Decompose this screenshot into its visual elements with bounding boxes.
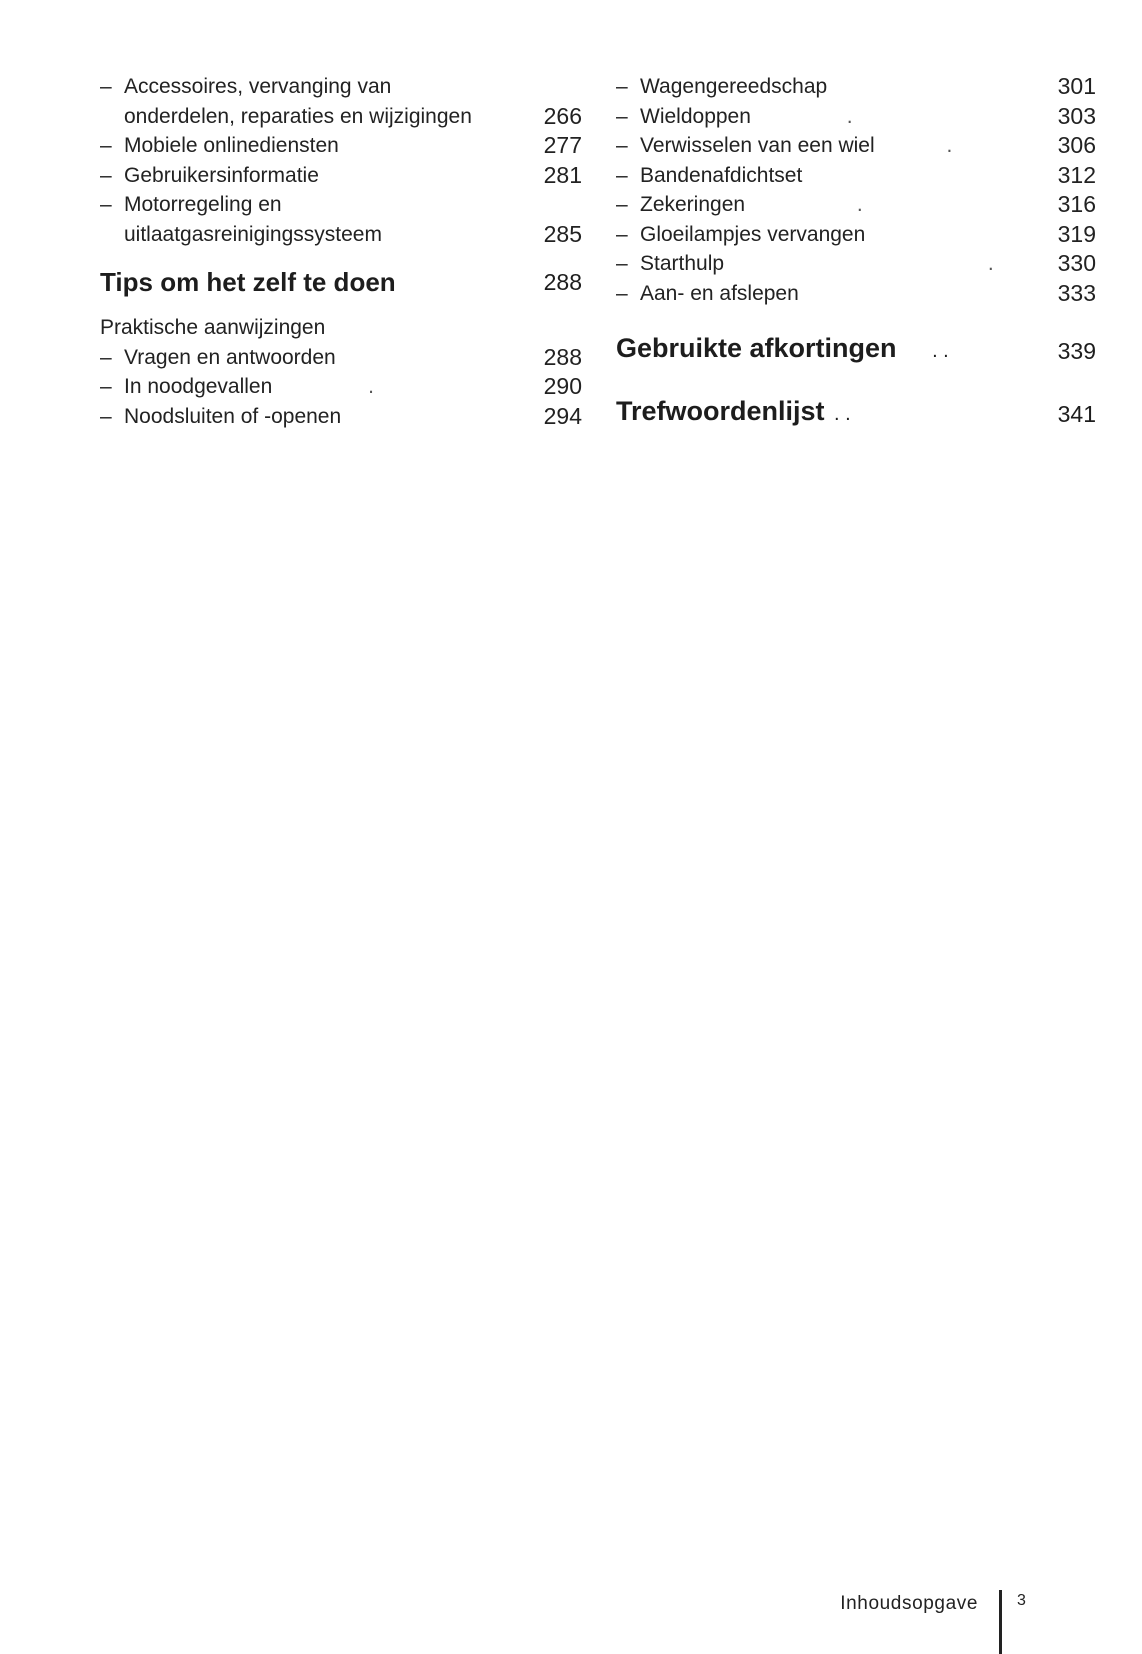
toc-entry[interactable] xyxy=(100,72,582,131)
toc-entry[interactable] xyxy=(616,279,1096,309)
entry-label: Mobiele onlinediensten xyxy=(124,134,339,157)
entry-dash: – xyxy=(616,134,628,157)
entry-label-line2: onderdelen, reparaties en wijzigingen xyxy=(124,104,472,128)
toc-entry[interactable] xyxy=(616,190,1096,220)
entry-dash: – xyxy=(616,252,628,275)
footer-page-number: 3 xyxy=(1017,1592,1026,1609)
entry-leader: . xyxy=(846,104,853,128)
entry-label: Gloeilampjes vervangen xyxy=(640,222,866,246)
section-leader: . . xyxy=(834,403,851,425)
entry-page-number: 294 xyxy=(543,402,582,429)
entry-page-number: 303 xyxy=(1057,102,1096,129)
section-page-number: 339 xyxy=(1057,338,1096,364)
entry-label xyxy=(124,372,532,402)
section-page-number: 288 xyxy=(543,269,582,295)
toc-entry[interactable] xyxy=(616,72,1096,102)
entry-dash: – xyxy=(616,193,628,216)
toc-entry[interactable] xyxy=(100,372,582,402)
entry-label xyxy=(640,102,1046,132)
entry-dash: – xyxy=(100,345,112,369)
toc-entry[interactable] xyxy=(100,402,582,432)
entry-page-number: 290 xyxy=(543,373,582,399)
entry-page-number: 333 xyxy=(1057,279,1096,306)
entry-label: Bandenafdichtset xyxy=(640,163,803,187)
entry-page-number: 281 xyxy=(543,161,582,188)
entry-label xyxy=(124,72,532,131)
entry-dash: – xyxy=(616,222,628,246)
entry-label-line1: Motorregeling en xyxy=(124,193,282,216)
entry-dash: – xyxy=(100,75,112,98)
toc-subheading: Praktische aanwijzingen xyxy=(100,316,326,339)
entry-dash: – xyxy=(100,375,112,398)
section-leader: . . xyxy=(932,340,949,362)
entry-dash: – xyxy=(616,163,628,187)
entry-page-number: 306 xyxy=(1057,132,1096,158)
entry-label xyxy=(640,131,1046,161)
toc-section-heading[interactable] xyxy=(100,265,582,299)
entry-page-number: 277 xyxy=(543,132,582,158)
entry-label: Gebruikersinformatie xyxy=(124,163,319,187)
entry-label-text: In noodgevallen xyxy=(124,375,273,398)
entry-dash: – xyxy=(100,134,112,157)
toc-left-column xyxy=(100,72,582,431)
entry-label: Vragen en antwoorden xyxy=(124,345,336,369)
section-title: Trefwoordenlijst xyxy=(616,396,825,426)
section-title: Gebruikte afkortingen xyxy=(616,333,897,363)
entry-label-text: Zekeringen xyxy=(640,193,746,216)
footer-section-label: Inhoudsopgave xyxy=(840,1593,978,1614)
toc-section-heading[interactable] xyxy=(616,330,1096,369)
toc-entry[interactable] xyxy=(616,131,1096,161)
toc-entry[interactable] xyxy=(616,102,1096,132)
entry-leader: . xyxy=(856,193,863,216)
entry-page-number: 319 xyxy=(1057,220,1096,247)
section-title-group xyxy=(616,330,949,369)
entry-label xyxy=(640,190,1046,220)
entry-dash: – xyxy=(100,193,112,216)
toc-entry[interactable] xyxy=(616,161,1096,191)
entry-page-number: 288 xyxy=(543,343,582,370)
section-title-group xyxy=(616,393,851,432)
entry-label-text: Starthulp xyxy=(640,252,725,275)
toc-entry[interactable] xyxy=(100,190,582,249)
toc-entry[interactable] xyxy=(616,220,1096,250)
entry-label: Wagengereedschap xyxy=(640,75,828,98)
entry-dash: – xyxy=(100,163,112,187)
entry-page-number: 316 xyxy=(1057,191,1096,217)
entry-dash: – xyxy=(616,75,628,98)
section-page-number: 341 xyxy=(1057,401,1096,427)
entry-label-text: Wieldoppen xyxy=(640,104,751,128)
entry-page-number: 301 xyxy=(1057,73,1096,99)
footer-divider xyxy=(999,1590,1002,1654)
toc-entry[interactable] xyxy=(100,131,582,161)
entry-page-number: 285 xyxy=(543,220,582,247)
toc-section-heading[interactable] xyxy=(616,393,1096,432)
entry-label-text: Verwisselen van een wiel xyxy=(640,134,875,157)
entry-page-number: 330 xyxy=(1057,250,1096,276)
section-title: Tips om het zelf te doen xyxy=(100,267,396,297)
entry-label: Aan- en afslepen xyxy=(640,281,799,305)
entry-leader: . xyxy=(368,375,374,398)
toc-entry[interactable] xyxy=(100,161,582,191)
entry-leader: . xyxy=(987,252,994,275)
entry-label-line2: uitlaatgasreinigingssysteem xyxy=(124,222,382,246)
toc-entry[interactable] xyxy=(616,249,1096,279)
entry-dash: – xyxy=(616,281,628,305)
entry-leader: . xyxy=(946,134,953,157)
entry-label-line1: Accessoires, vervanging van xyxy=(124,75,392,98)
entry-label: Noodsluiten of -openen xyxy=(124,404,342,428)
entry-dash: – xyxy=(616,104,628,128)
toc-right-column xyxy=(616,72,1096,432)
entry-dash: – xyxy=(100,404,112,428)
entry-label xyxy=(124,190,532,249)
entry-label xyxy=(640,249,1046,279)
entry-page-number: 266 xyxy=(543,102,582,129)
toc-entry[interactable] xyxy=(100,343,582,373)
entry-page-number: 312 xyxy=(1057,161,1096,188)
